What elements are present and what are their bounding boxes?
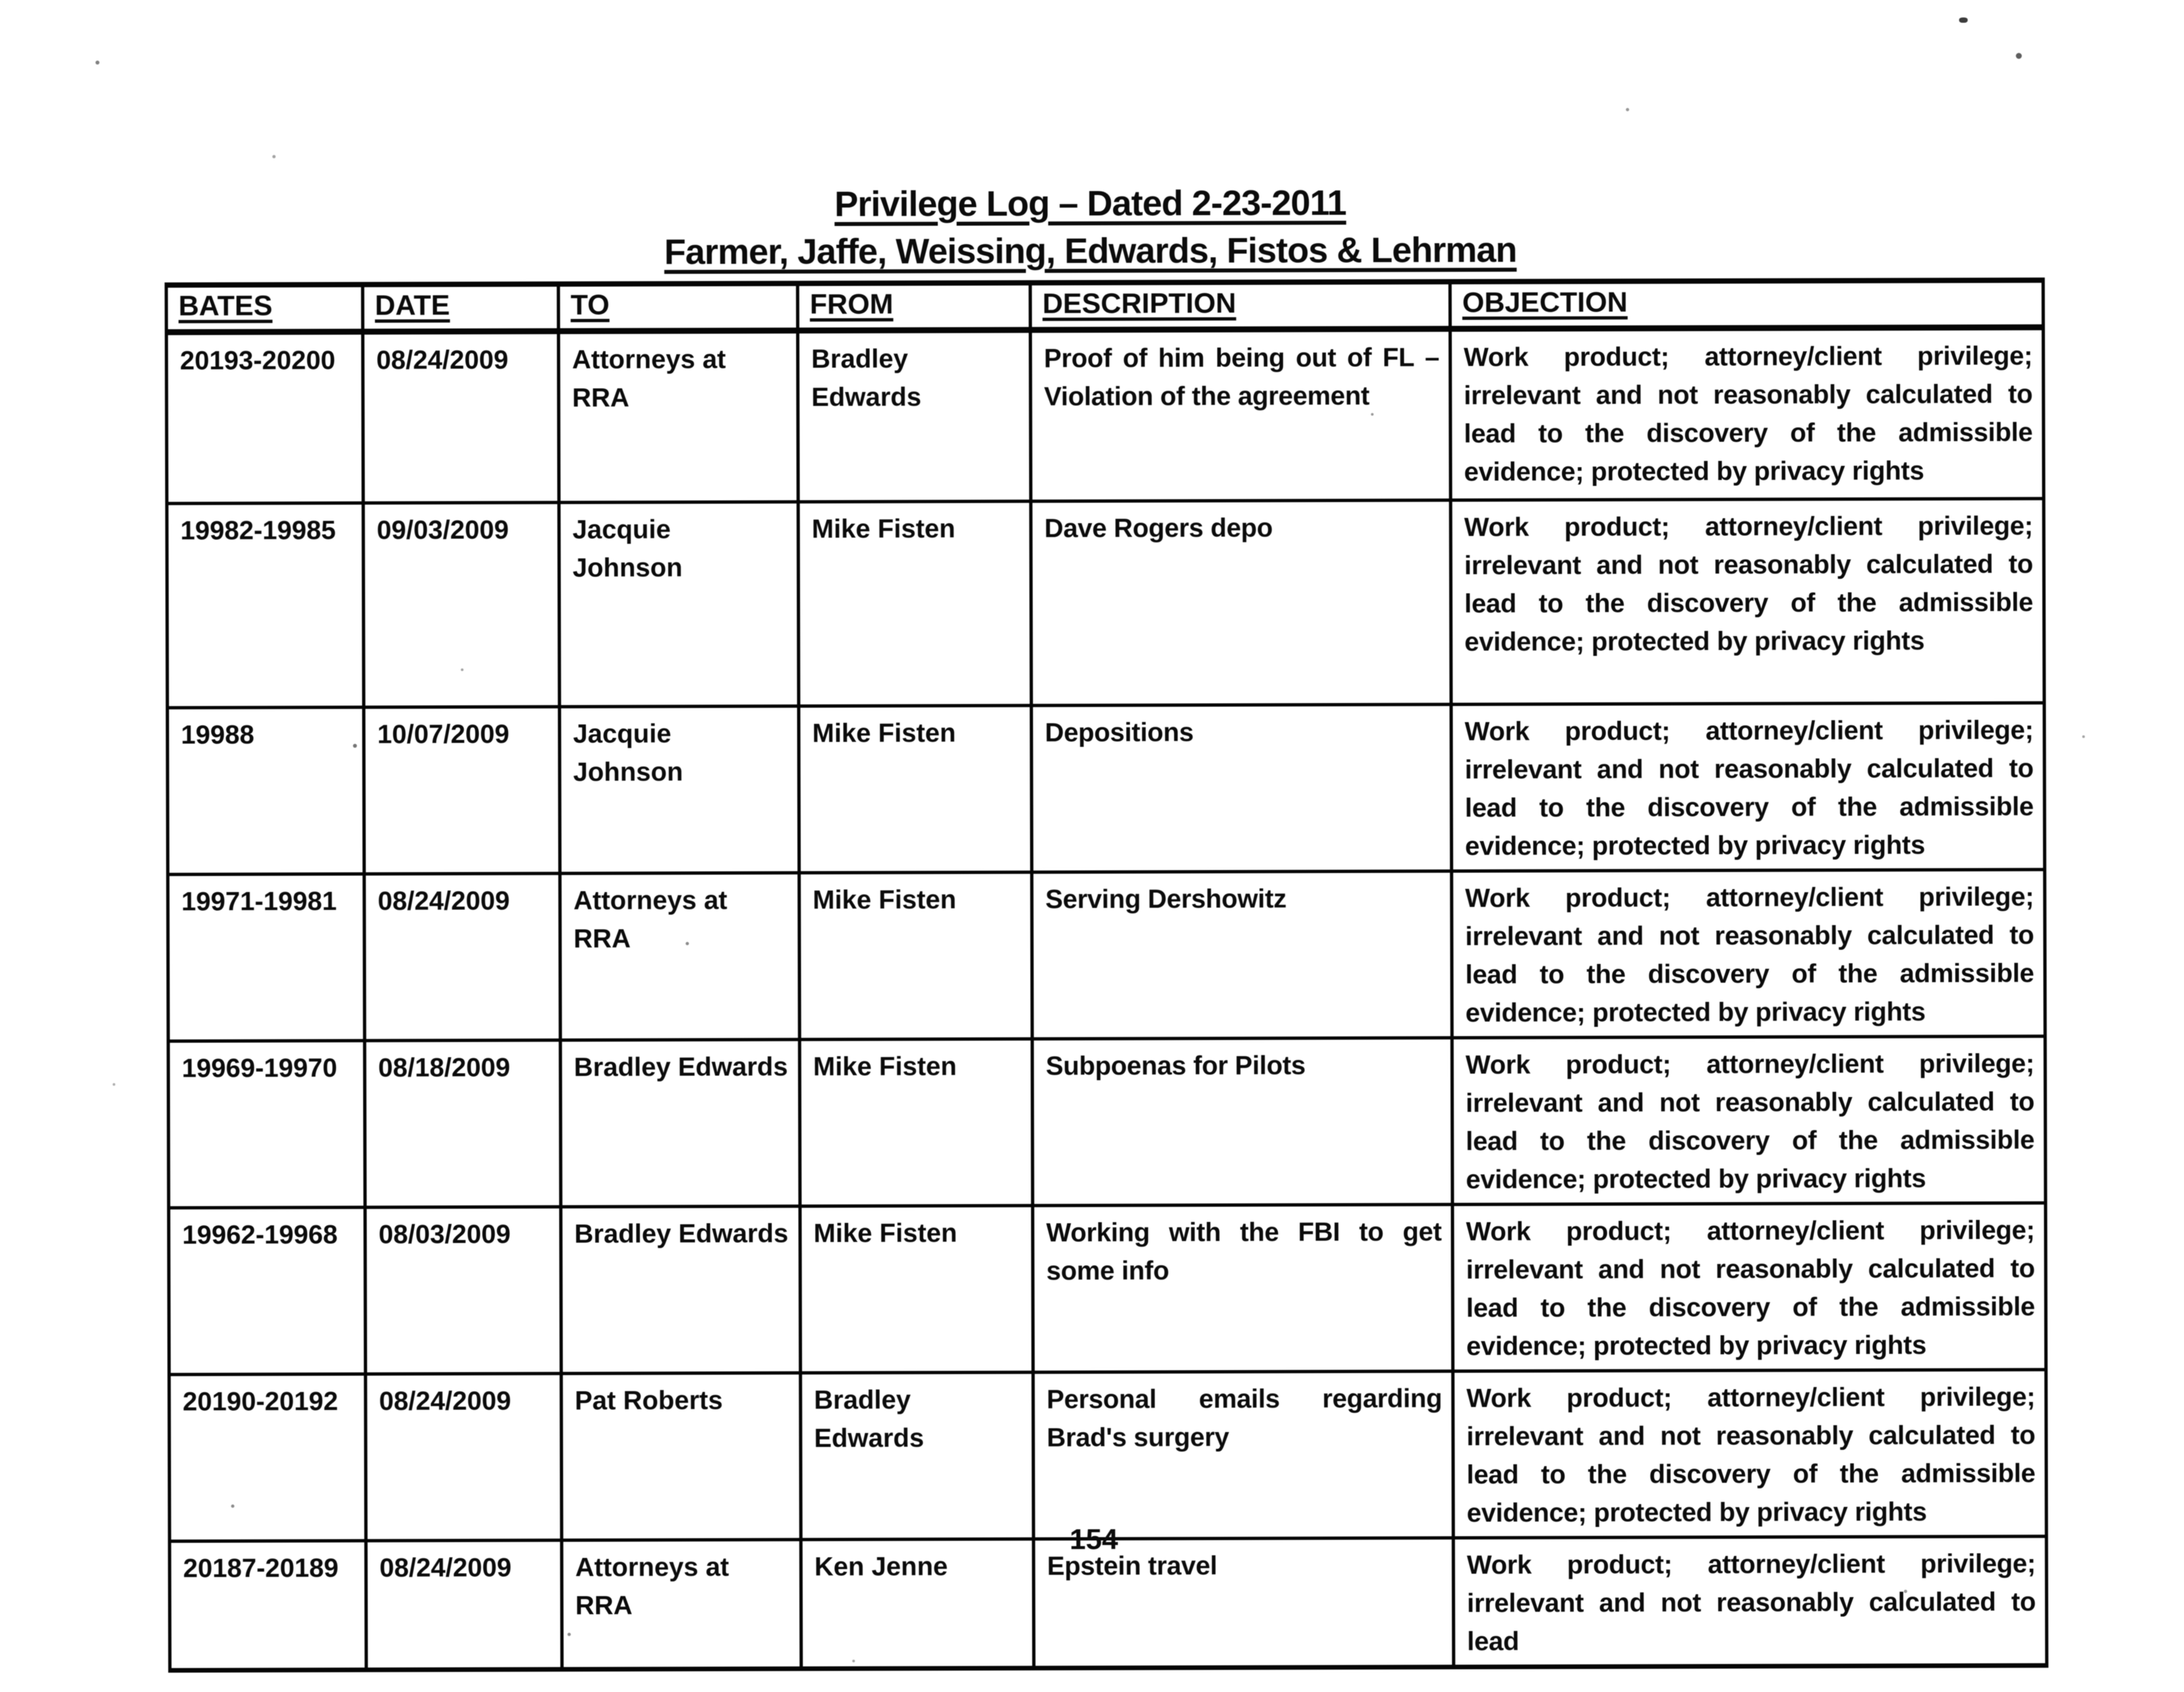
cell-description: Subpoenas for Pilots (1032, 1038, 1452, 1206)
cell-to: Jacquie Johnson (559, 502, 799, 707)
scan-speck (96, 61, 100, 65)
cell-bates: 19962-19968 (169, 1207, 366, 1374)
scan-speck (2016, 53, 2022, 59)
column-header-bates: BATES (166, 285, 362, 332)
column-header-description: DESCRIPTION (1030, 282, 1450, 330)
cell-bates: 19971-19981 (168, 874, 365, 1041)
cell-from: Bradley Edwards (797, 330, 1031, 502)
cell-description: Depositions (1031, 704, 1452, 872)
cell-from: Mike Fisten (798, 501, 1031, 706)
cell-bates: 20187-20189 (169, 1540, 366, 1670)
scan-speck (1626, 108, 1629, 111)
cell-objection: Work product; attorney/client privilege; irrelevant and not reasonably calculated to lead to the discovery of the admissible evidence; protected by privacy rights (1453, 1370, 2047, 1538)
table-row (169, 1203, 2046, 1374)
table-row (169, 1370, 2047, 1541)
header-row (166, 280, 2043, 332)
cell-description: Working with the FBI to get some info (1033, 1204, 1453, 1372)
cell-bates: 20190-20192 (169, 1374, 366, 1541)
scan-speck (461, 668, 463, 671)
cell-objection: Work product; attorney/client privilege; irrelevant and not reasonably calculated to lead to the discovery of the admissible evidence; protected by privacy rights (1452, 870, 2046, 1038)
scan-speck (231, 1504, 235, 1508)
cell-date: 09/03/2009 (363, 503, 560, 708)
column-header-date: DATE (362, 284, 558, 331)
cell-from: Mike Fisten (800, 1206, 1033, 1373)
cell-from: Mike Fisten (799, 1039, 1033, 1206)
cell-description: Proof of him being out of FL – Violation of the agreement (1030, 329, 1451, 501)
cell-to: Attorneys at RRA (561, 1540, 801, 1670)
cell-date: 08/03/2009 (365, 1207, 561, 1374)
column-header-from: FROM (797, 283, 1030, 330)
cell-to: Jacquie Johnson (560, 706, 799, 874)
cell-bates: 19988 (167, 707, 364, 874)
cell-from: Mike Fisten (799, 706, 1032, 873)
cell-bates: 19982-19985 (167, 503, 364, 708)
table-row (167, 499, 2044, 708)
cell-to: Attorneys at RRA (560, 873, 800, 1040)
scan-speck (353, 744, 357, 748)
cell-date: 08/24/2009 (366, 1540, 562, 1670)
cell-from: Bradley Edwards (801, 1372, 1034, 1540)
table-row (166, 327, 2044, 503)
scan-speck (1371, 413, 1373, 416)
scan-speck (1904, 1590, 1907, 1593)
scan-speck (852, 1660, 855, 1662)
table-row (168, 1036, 2046, 1208)
cell-description: Serving Dershowitz (1032, 871, 1452, 1039)
scan-speck (685, 942, 689, 945)
cell-date: 08/24/2009 (366, 1374, 562, 1541)
cell-bates: 20193-20200 (166, 331, 363, 503)
cell-objection: Work product; attorney/client privilege; irrelevant and not reasonably calculated to lead to the discovery of the admissible evidence; protected by privacy rights (1451, 499, 2044, 704)
cell-objection: Work product; attorney/client privilege; irrelevant and not reasonably calculated to lead to the discovery of the admissible evidence; protected by privacy rights (1450, 327, 2044, 500)
document-title: Privilege Log – Dated 2-23-2011 (834, 183, 1346, 225)
cell-description: Epstein travel (1033, 1538, 1454, 1668)
cell-to: Bradley Edwards (561, 1206, 801, 1374)
cell-date: 10/07/2009 (364, 707, 560, 874)
scan-speck (113, 1083, 115, 1086)
document-subtitle: Farmer, Jaffe, Weissing, Edwards, Fistos & Lehrman (664, 230, 1517, 272)
cell-objection: Work product; attorney/client privilege; irrelevant and not reasonably calculated to lead to the discovery of the admissible evidence; protected by privacy rights (1452, 1036, 2046, 1204)
table-row (168, 870, 2046, 1041)
cell-date: 08/18/2009 (364, 1040, 561, 1208)
cell-objection: Work product; attorney/client privilege; irrelevant and not reasonably calculated to lead to the discovery of the admissible evidence; protected by privacy rights (1451, 703, 2045, 871)
scan-speck (2083, 735, 2085, 738)
table-row (167, 703, 2045, 874)
cell-from: Mike Fisten (799, 872, 1033, 1040)
scan-speck (1959, 18, 1968, 23)
cell-objection: Work product; attorney/client privilege; irrelevant and not reasonably calculated to lead (1453, 1537, 2047, 1667)
privilege-log-table (165, 277, 2049, 1672)
cell-to: Bradley Edwards (560, 1040, 800, 1207)
cell-objection: Work product; attorney/client privilege; irrelevant and not reasonably calculated to lead to the discovery of the admissible evidence; protected by privacy rights (1452, 1203, 2046, 1371)
column-header-to: TO (558, 283, 797, 331)
scan-speck (567, 1633, 571, 1636)
page-number: 154 (1069, 1523, 1118, 1556)
scan-speck (272, 155, 275, 158)
cell-description: Dave Rogers depo (1031, 500, 1451, 706)
cell-date: 08/24/2009 (362, 331, 559, 503)
cell-to: Pat Roberts (561, 1373, 801, 1540)
cell-bates: 19969-19970 (168, 1040, 365, 1208)
column-header-objection: OBJECTION (1450, 280, 2043, 329)
cell-date: 08/24/2009 (364, 874, 561, 1041)
cell-to: Attorneys at RRA (558, 331, 798, 503)
cell-from: Ken Jenne (801, 1539, 1034, 1669)
cell-description: Personal emails regarding Brad's surgery (1033, 1371, 1454, 1539)
